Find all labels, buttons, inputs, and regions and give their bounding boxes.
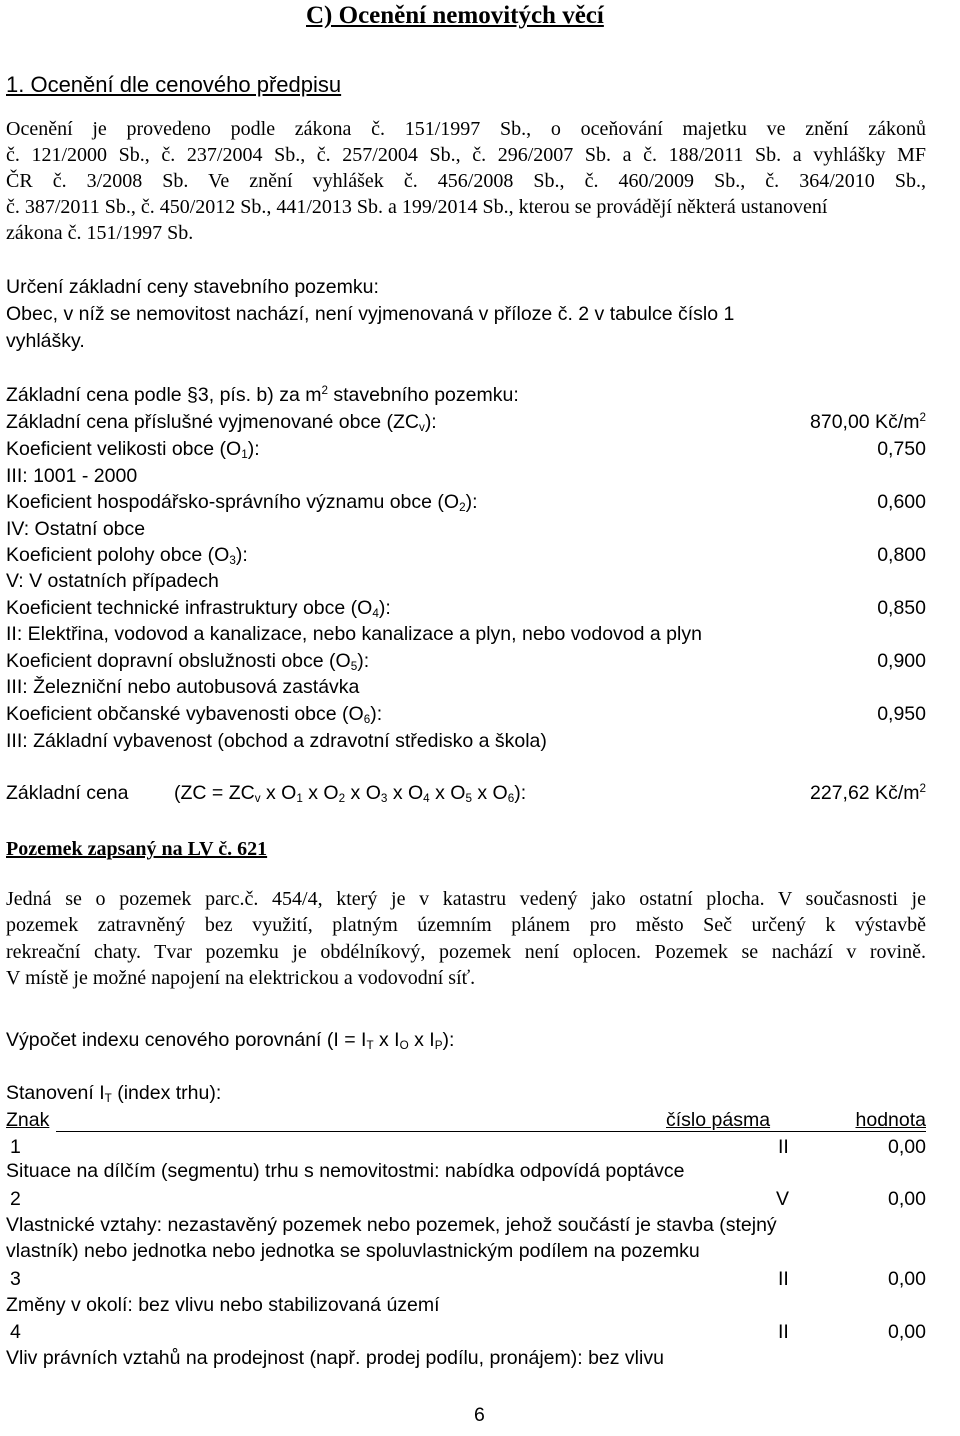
result-value: 227,62 $Kč/m^2$ xyxy=(810,781,926,804)
index-row-text: Vliv právních vztahů na prodejnost (např. prodej podílu, pronájem): bez vlivu xyxy=(6,1347,664,1369)
intro-line-5: zákona č. 151/1997 Sb. xyxy=(6,222,194,244)
subsection-title: 1. Ocenění dle cenového předpisu xyxy=(6,72,342,97)
section-title: C) Ocenění nemovitých věcí xyxy=(306,2,604,29)
base-price-subheading: Základní cena podle §3, pís. b) za $m^2$ stavebního pozemku: xyxy=(6,383,519,406)
page-number: 6 xyxy=(474,1404,485,1426)
index-row-text-continued: vlastník) nebo jednotka nebo jednotka se spoluvlastnickým podílem na pozemku xyxy=(6,1240,700,1262)
coefficient-label: Koeficient polohy obce $(O_3)$: xyxy=(6,544,248,567)
coefficient-label: Koeficient velikosti obce $(O_1)$: xyxy=(6,438,260,461)
coefficient-description: III: Základní vybavenost (obchod a zdravotní středisko a škola) xyxy=(6,730,547,752)
coefficient-description: II: Elektřina, vodovod a kanalizace, nebo kanalizace a plyn, nebo vodovod a plyn xyxy=(6,623,702,645)
section-sign: § xyxy=(187,384,198,406)
coefficient-label: Koeficient dopravní obslužnosti obce $(O_5)$: xyxy=(6,650,370,673)
intro-line-1: Ocenění je provedeno podle zákona č. 151/1997 Sb., o oceňování majetku ve znění zákonů xyxy=(6,118,926,140)
coefficient-value: 0,900 xyxy=(877,650,926,672)
coefficient-row xyxy=(6,491,926,514)
coefficient-value: 0,950 xyxy=(877,703,926,725)
coefficient-label: Koeficient technické infrastruktury obce $(O_4)$: xyxy=(6,597,391,620)
coefficient-description: III: 1001 - 2000 xyxy=(6,465,138,487)
coefficient-label: Koeficient hospodářsko-správního významu obce $(O_2)$: xyxy=(6,491,478,514)
result-formula: ($ZC = ZC_v$ x $O_1$ x $O_2$ x $O_3$ x $O_4$ x $O_5$ x $O_6$): xyxy=(174,782,527,805)
index-row-value: 0,00 xyxy=(888,1188,926,1210)
result-label: Základní cena xyxy=(6,782,129,804)
index-row-number: 1 xyxy=(10,1136,21,1158)
parcel-line-1: Jedná se o pozemek parc.č. 454/4, který je v katastru vedený jako ostatní plocha. V současnosti je xyxy=(6,888,926,910)
intro-line-2: č. 121/2000 Sb., č. 237/2004 Sb., č. 257/2004 Sb., č. 296/2007 Sb. a č. 188/2011 Sb. a vyhlášky MF xyxy=(6,144,926,166)
coefficient-row xyxy=(6,703,926,726)
zcv-row xyxy=(6,411,926,434)
base-price-note-1: Obec, v níž se nemovitost nachází, není vyjmenovaná v příloze č. 2 v tabulce číslo 1 xyxy=(6,303,735,325)
col-header-value: hodnota xyxy=(855,1109,926,1131)
index-row-zone: II xyxy=(778,1321,789,1343)
index-row-zone: II xyxy=(778,1136,789,1158)
parcel-line-2: pozemek zatravněný bez využití, platným územním plánem pro město Seč určený k výstavbě xyxy=(6,914,926,936)
coefficient-row xyxy=(6,597,926,620)
coefficient-row xyxy=(6,650,926,673)
index-row-zone: V xyxy=(776,1188,790,1210)
index-row-text: Vlastnické vztahy: nezastavěný pozemek nebo pozemek, jehož součástí je stavba (stejný xyxy=(6,1214,777,1236)
header-underline xyxy=(56,1109,926,1132)
coefficient-row xyxy=(6,438,926,461)
intro-line-3: ČR č. 3/2008 Sb. Ve znění vyhlášek č. 456/2008 Sb., č. 460/2009 Sb., č. 364/2010 Sb., xyxy=(6,170,926,192)
coefficient-description: V: V ostatních případech xyxy=(6,570,219,592)
market-index-heading: Stanovení $I_T$ (index trhu): xyxy=(6,1082,222,1105)
index-row-text: Situace na dílčím (segmentu) trhu s nemovitostmi: nabídka odpovídá poptávce xyxy=(6,1160,685,1182)
index-row-text: Změny v okolí: bez vlivu nebo stabilizovaná území xyxy=(6,1294,440,1316)
coefficient-value: 0,750 xyxy=(877,438,926,460)
col-header-sign: Znak xyxy=(6,1109,50,1131)
coefficient-value: 0,600 xyxy=(877,491,926,513)
coefficient-description: IV: Ostatní obce xyxy=(6,518,146,540)
index-row-number: 3 xyxy=(10,1268,21,1290)
intro-line-4: č. 387/2011 Sb., č. 450/2012 Sb., 441/2013 Sb. a 199/2014 Sb., kterou se provádějí některá ustanovení xyxy=(6,196,828,218)
parcel-heading: Pozemek zapsaný na LV č. 621 xyxy=(6,838,268,860)
coefficient-value: 0,800 xyxy=(877,544,926,566)
index-row-value: 0,00 xyxy=(888,1321,926,1343)
zcv-value: 870,00 $Kč/m^2$ xyxy=(810,410,926,433)
base-price-note-2: vyhlášky. xyxy=(6,330,85,352)
index-row-number: 2 xyxy=(10,1188,21,1210)
parcel-line-3: rekreační chaty. Tvar pozemku je obdélníkový, pozemek není oplocen. Pozemek se nachází v rovině. xyxy=(6,941,926,963)
coefficient-label: Koeficient občanské vybavenosti obce $(O_6)$: xyxy=(6,703,383,726)
coefficient-value: 0,850 xyxy=(877,597,926,619)
index-row-value: 0,00 xyxy=(888,1136,926,1158)
col-header-zone: číslo pásma xyxy=(666,1109,771,1131)
parcel-line-4: V místě je možné napojení na elektrickou a vodovodní síť. xyxy=(6,967,476,989)
coefficient-row xyxy=(6,544,926,567)
index-row-value: 0,00 xyxy=(888,1268,926,1290)
index-heading: Výpočet indexu cenového porovnání ($I = I_T$ x $I_O$ x $I_P$): xyxy=(6,1029,455,1052)
coefficient-description: III: Železniční nebo autobusová zastávka xyxy=(6,676,360,698)
zcv-label: Základní cena příslušné vyjmenované obce $(ZC_v)$: xyxy=(6,411,437,434)
index-row-zone: II xyxy=(778,1268,789,1290)
index-row-number: 4 xyxy=(10,1321,21,1343)
base-price-heading: Určení základní ceny stavebního pozemku: xyxy=(6,276,379,298)
